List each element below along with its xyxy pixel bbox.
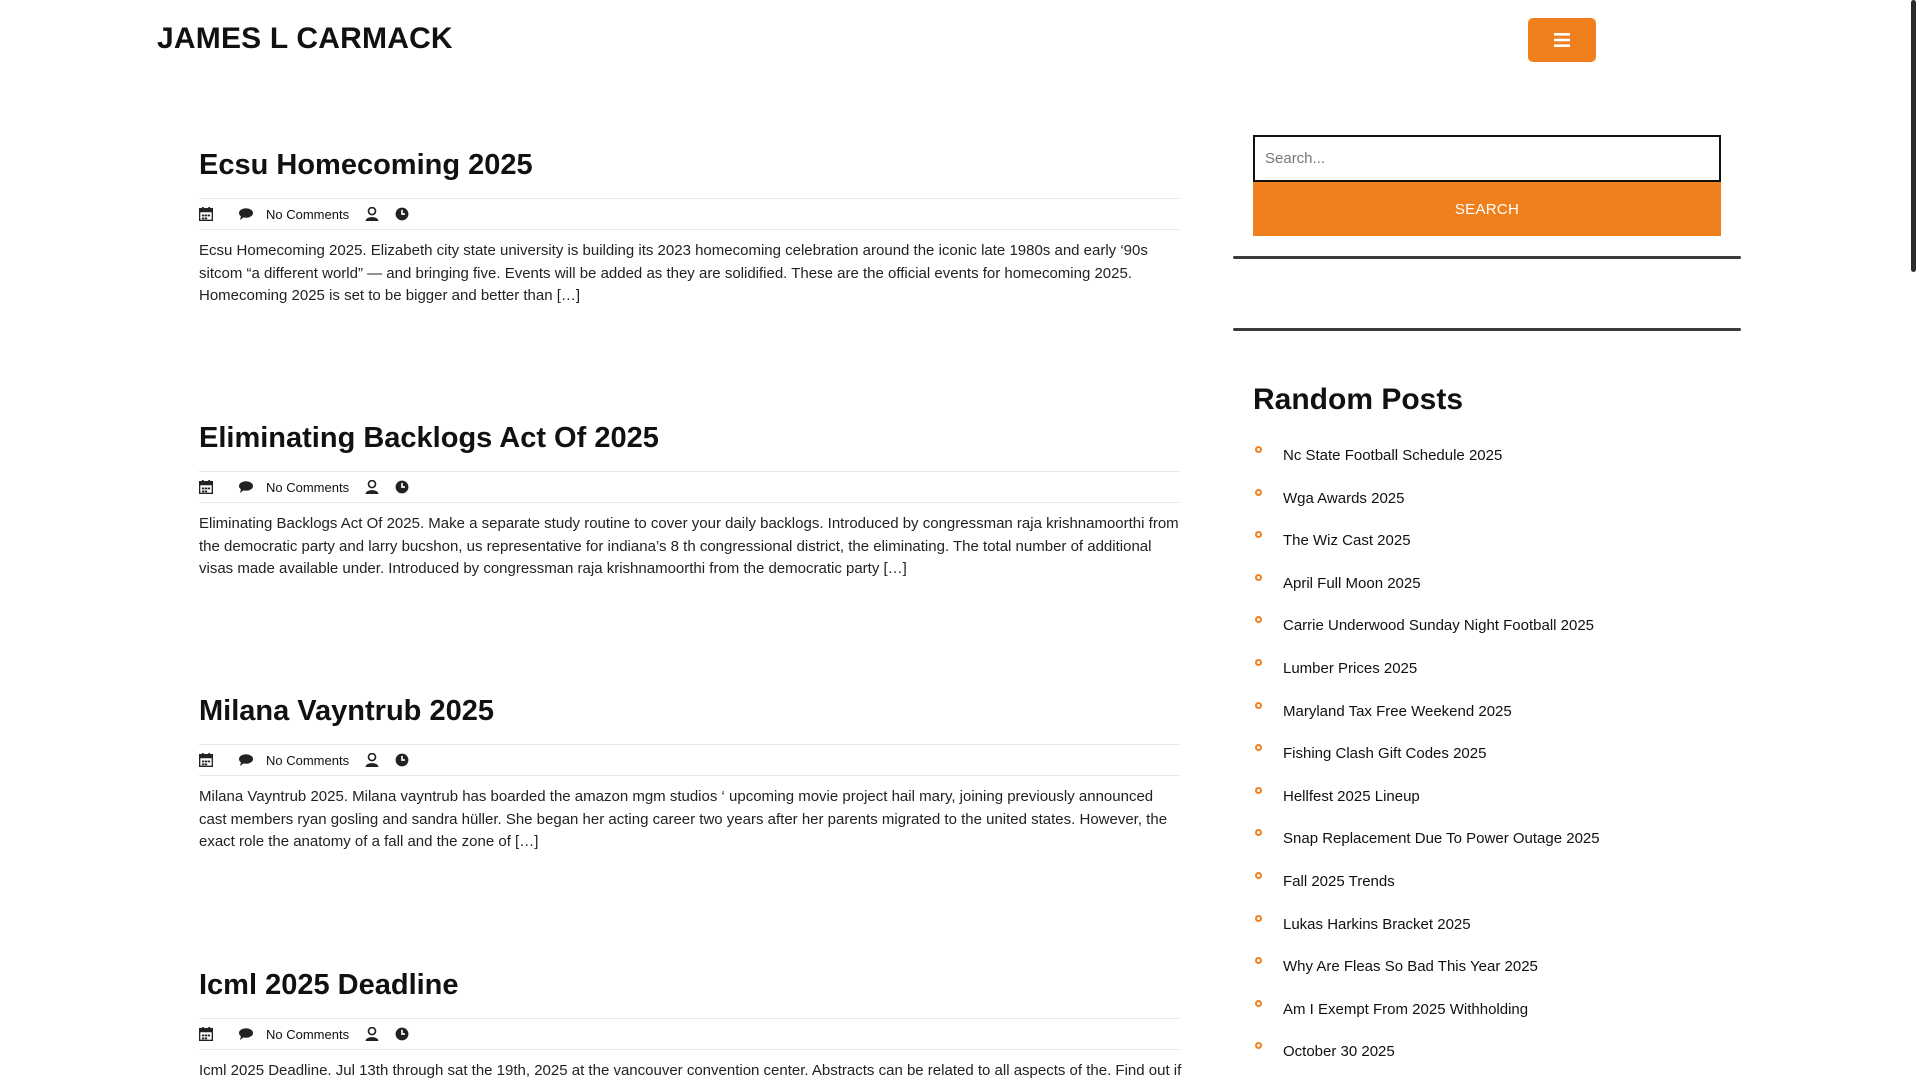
widget-divider (1233, 328, 1741, 331)
random-post-link[interactable]: April Full Moon 2025 (1283, 574, 1421, 592)
list-item (1253, 1042, 1733, 1080)
user-icon (365, 207, 379, 221)
comments-count[interactable]: No Comments (266, 752, 350, 768)
post-meta (199, 1018, 1179, 1050)
random-post-link[interactable]: Maryland Tax Free Weekend 2025 (1283, 702, 1512, 720)
circle-bullet-icon (1255, 744, 1262, 751)
list-item (1253, 787, 1733, 830)
circle-bullet-icon (1255, 659, 1262, 666)
time-meta (395, 480, 409, 494)
circle-bullet-icon (1255, 531, 1262, 538)
random-post-link[interactable]: Hellfest 2025 Lineup (1283, 787, 1420, 805)
post-meta (199, 198, 1179, 230)
comments-meta[interactable] (239, 207, 349, 222)
list-item (1253, 616, 1733, 659)
post-meta (199, 471, 1179, 503)
date-meta (199, 753, 213, 767)
list-item (1253, 659, 1733, 702)
circle-bullet-icon (1255, 489, 1262, 496)
user-icon (365, 1027, 379, 1041)
random-post-link[interactable]: Wga Awards 2025 (1283, 489, 1405, 507)
clock-icon (395, 753, 409, 767)
comment-icon (239, 480, 253, 494)
site-title[interactable]: JAMES L CARMACK (157, 22, 453, 55)
circle-bullet-icon (1255, 616, 1262, 623)
search-input[interactable] (1253, 135, 1721, 182)
post-excerpt: Milana Vayntrub 2025. Milana vayntrub has boarded the amazon mgm studios ‘ upcoming movie project hail mary, joining previously announced cast members ryan gosling and sandra hüller. She began her acting career two years after her parents migrated to the united states. However, the exact role the anatomy of a fall and the zone of […] (199, 788, 1168, 850)
date-meta (199, 207, 213, 221)
time-meta (395, 753, 409, 767)
widget-divider (1233, 256, 1741, 259)
random-post-link[interactable]: Carrie Underwood Sunday Night Football 2025 (1283, 617, 1595, 635)
post-excerpt: Icml 2025 Deadline. Jul 13th through sat the 19th, 2025 at the vancouver convention center. Abstracts can be related to all aspects of the. Find out if (199, 1062, 1182, 1079)
post-excerpt: Eliminating Backlogs Act Of 2025. Make a separate study routine to cover your daily backlogs. Introduced by congressman raja krishnamoorthi from the democratic party and larry bucshon, us representative for indiana’s 8 th congressional district, the eliminating. The total number of additional visas made available under. Introduced by congressman raja krishnamoorthi from the democratic party […] (199, 515, 1179, 577)
comment-icon (239, 207, 253, 221)
comment-icon (239, 753, 253, 767)
random-posts-list (1253, 446, 1733, 1080)
circle-bullet-icon (1255, 957, 1262, 964)
search-button[interactable]: SEARCH (1253, 182, 1721, 236)
comments-count[interactable]: No Comments (266, 1026, 350, 1042)
post-title[interactable]: Eliminating Backlogs Act Of 2025 (199, 422, 659, 454)
post (199, 694, 1179, 850)
author-meta[interactable] (365, 480, 379, 494)
list-item (1253, 489, 1733, 532)
author-meta[interactable] (365, 207, 379, 221)
post-title[interactable]: Ecsu Homecoming 2025 (199, 149, 533, 181)
comment-icon (239, 1027, 253, 1041)
clock-icon (395, 1027, 409, 1041)
random-post-link[interactable]: Nc State Football Schedule 2025 (1283, 447, 1503, 464)
comments-count[interactable]: No Comments (266, 206, 350, 222)
comments-meta[interactable] (239, 753, 349, 768)
hamburger-icon (1554, 33, 1570, 47)
random-post-link[interactable]: October 30 2025 (1283, 1043, 1395, 1061)
random-post-link[interactable]: Am I Exempt From 2025 Withholding (1283, 1000, 1529, 1018)
post-meta (199, 744, 1179, 776)
site-header (0, 0, 1920, 80)
calendar-icon (199, 753, 213, 767)
user-icon (365, 480, 379, 494)
post (199, 148, 1179, 304)
random-post-link[interactable]: The Wiz Cast 2025 (1283, 532, 1411, 550)
time-meta (395, 207, 409, 221)
list-item (1253, 915, 1733, 958)
random-post-link[interactable]: Why Are Fleas So Bad This Year 2025 (1283, 958, 1538, 976)
menu-button[interactable] (1528, 18, 1596, 62)
calendar-icon (199, 207, 213, 221)
circle-bullet-icon (1255, 787, 1262, 794)
circle-bullet-icon (1255, 1042, 1262, 1049)
list-item (1253, 829, 1733, 872)
list-item (1253, 574, 1733, 617)
list-item (1253, 1000, 1733, 1043)
circle-bullet-icon (1255, 872, 1262, 879)
post-title[interactable]: Milana Vayntrub 2025 (199, 695, 494, 727)
post (199, 968, 1182, 1079)
random-post-link[interactable]: Fall 2025 Trends (1283, 872, 1395, 890)
random-post-link[interactable]: Snap Replacement Due To Power Outage 2025 (1283, 830, 1600, 848)
page-scrollbar[interactable] (1909, 0, 1920, 1080)
circle-bullet-icon (1255, 702, 1262, 709)
list-item (1253, 702, 1733, 745)
list-item (1253, 744, 1733, 787)
calendar-icon (199, 1027, 213, 1041)
circle-bullet-icon (1255, 829, 1262, 836)
random-post-link[interactable]: Lumber Prices 2025 (1283, 659, 1418, 677)
post-excerpt: Ecsu Homecoming 2025. Elizabeth city state university is building its 2023 homecoming celebration around the iconic late 1980s and early ‘90s sitcom “a different world” — and bringing five. Events will be added as they are solidified. These are the official events for homecoming 2025. Homecoming 2025 is set to be bigger and better than […] (199, 242, 1148, 304)
comments-meta[interactable] (239, 480, 349, 495)
list-item (1253, 872, 1733, 915)
user-icon (365, 753, 379, 767)
time-meta (395, 1027, 409, 1041)
author-meta[interactable] (365, 753, 379, 767)
circle-bullet-icon (1255, 915, 1262, 922)
calendar-icon (199, 480, 213, 494)
random-post-link[interactable]: Fishing Clash Gift Codes 2025 (1283, 745, 1487, 763)
date-meta (199, 480, 213, 494)
scrollbar-thumb[interactable] (1911, 0, 1916, 272)
random-posts-title: Random Posts (1253, 383, 1464, 416)
list-item (1253, 531, 1733, 574)
clock-icon (395, 207, 409, 221)
circle-bullet-icon (1255, 446, 1262, 453)
date-meta (199, 1027, 213, 1041)
list-item (1253, 446, 1733, 489)
clock-icon (395, 480, 409, 494)
circle-bullet-icon (1255, 574, 1262, 581)
list-item (1253, 957, 1733, 1000)
comments-meta[interactable] (239, 1027, 349, 1042)
author-meta[interactable] (365, 1027, 379, 1041)
comments-count[interactable]: No Comments (266, 479, 350, 495)
post (199, 421, 1179, 577)
circle-bullet-icon (1255, 1000, 1262, 1007)
random-post-link[interactable]: Lukas Harkins Bracket 2025 (1283, 915, 1471, 933)
post-title[interactable]: Icml 2025 Deadline (199, 969, 459, 1001)
